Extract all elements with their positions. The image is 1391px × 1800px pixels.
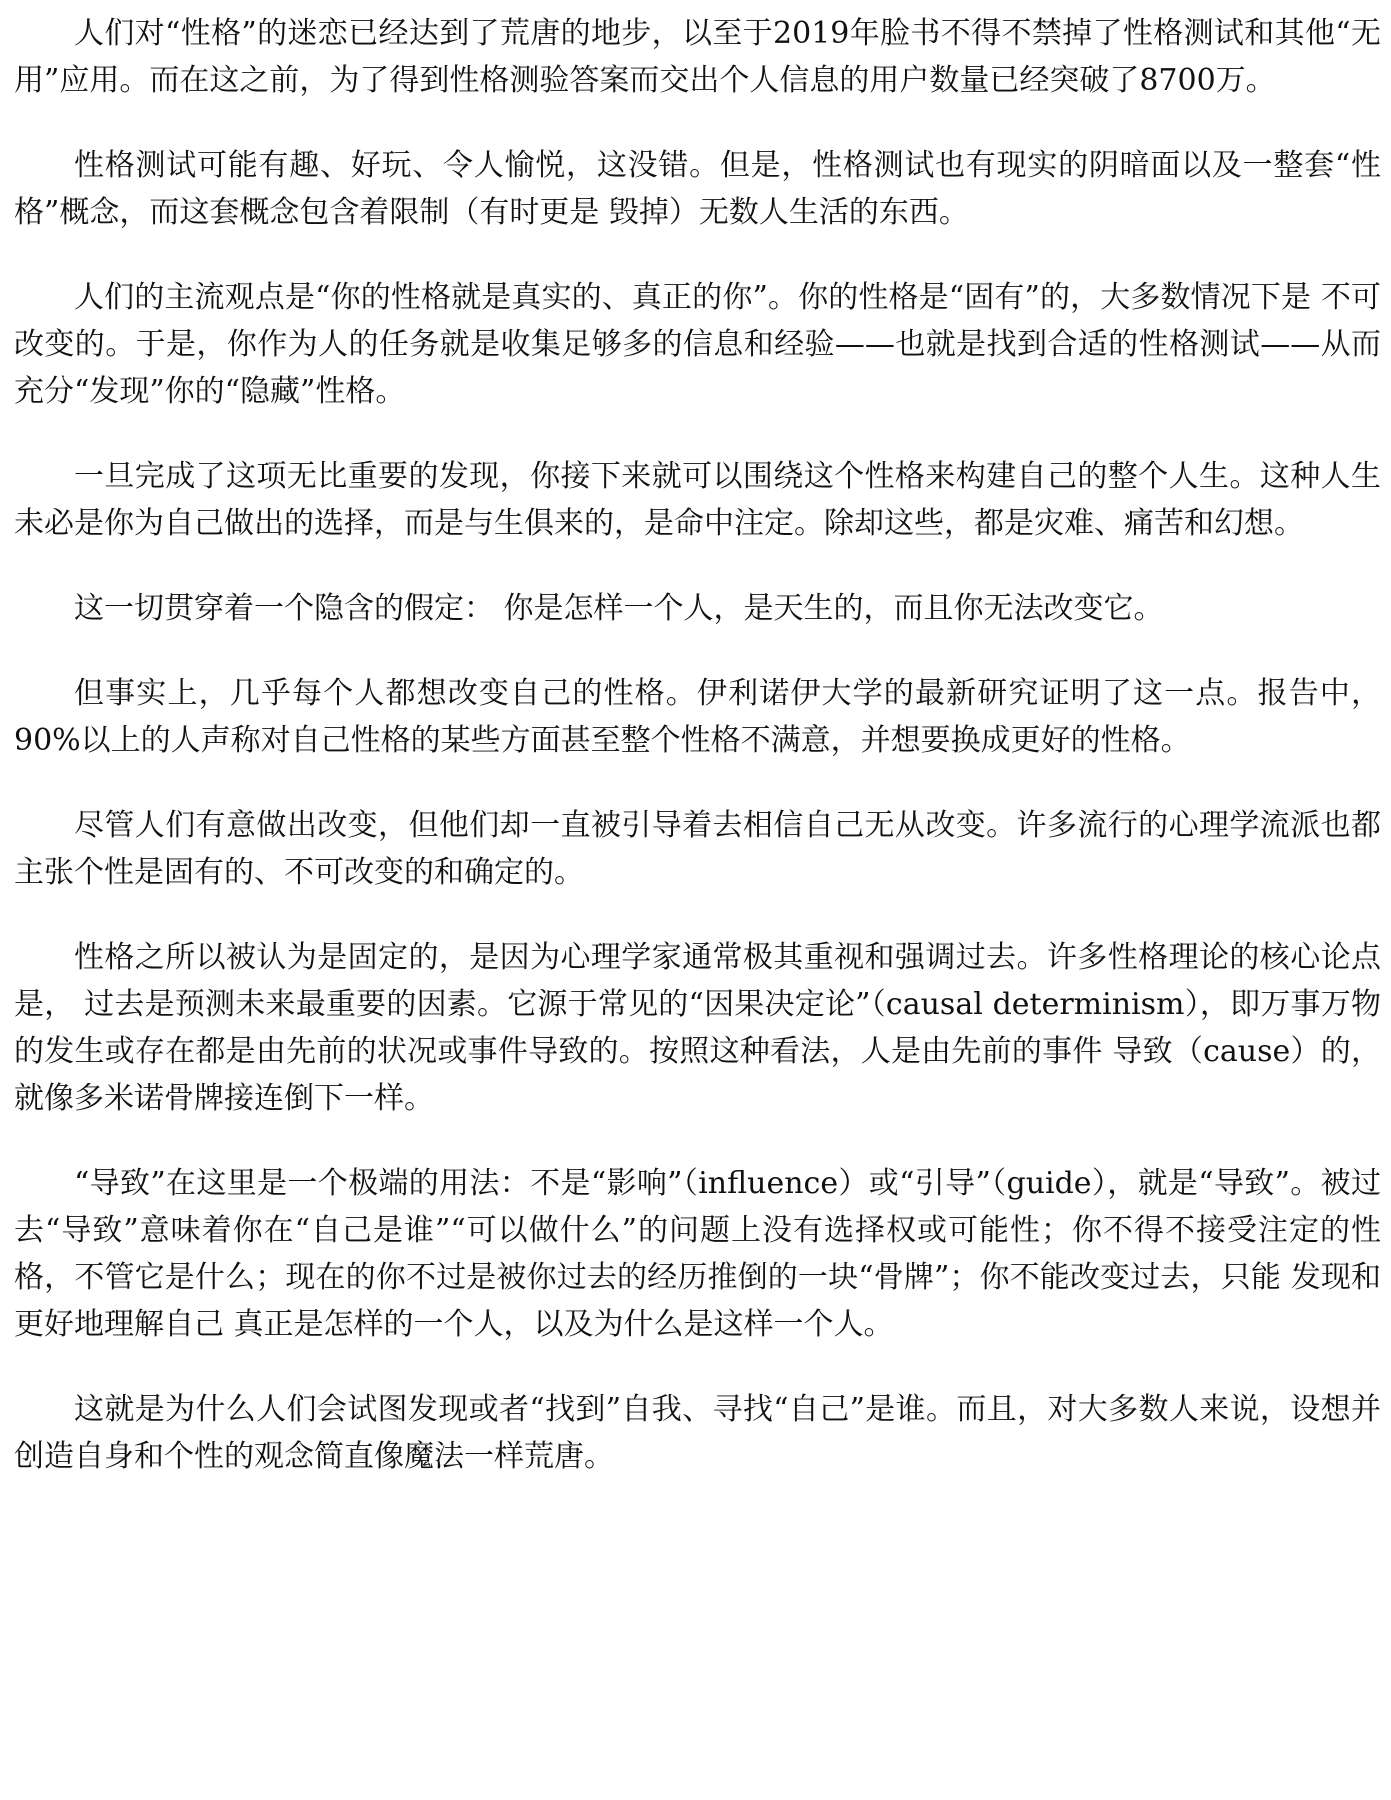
paragraph-5: 这一切贯穿着一个隐含的假定： 你是怎样一个人，是天生的，而且你无法改变它。 <box>74 591 1164 626</box>
paragraph-4: 一旦完成了这项无比重要的发现，你接下来就可以围绕这个性格来构建自己的整个人生。这种人生未必是你为自己做出的选择，而是与生俱来的，是命中注定。除却这些，都是灾难、痛苦和幻想。 <box>14 459 1381 541</box>
paragraph-9: “导致”在这里是一个极端的用法：不是“影响”（influence）或“引导”（guide），就是“导致”。被过去“导致”意味着你在“自己是谁”“可以做什么”的问题上没有选择权或可能性；你不得不接受注定的性格，不管它是什么；现在的你不过是被你过去的经历推倒的一块“骨牌”；你不能改变过去，只能 发现和更好地理解自己 真正是怎样的一个人，以及为什么是这样一个人。 <box>14 1166 1381 1342</box>
paragraph-2: 性格测试可能有趣、好玩、令人愉悦，这没错。但是，性格测试也有现实的阴暗面以及一整套“性格”概念，而这套概念包含着限制（有时更是 毁掉）无数人生活的东西。 <box>14 148 1381 230</box>
paragraph-10: 这就是为什么人们会试图发现或者“找到”自我、寻找“自己”是谁。而且，对大多数人来说，设想并创造自身和个性的观念简直像魔法一样荒唐。 <box>14 1392 1381 1474</box>
paragraph-7: 尽管人们有意做出改变，但他们却一直被引导着去相信自己无从改变。许多流行的心理学流派也都主张个性是固有的、不可改变的和确定的。 <box>14 808 1381 890</box>
paragraph-3: 人们的主流观点是“你的性格就是真实的、真正的你”。你的性格是“固有”的，大多数情况下是 不可改变的。于是，你作为人的任务就是收集足够多的信息和经验——也就是找到合适的性格测试——从而充分“发现”你的“隐藏”性格。 <box>14 280 1381 409</box>
paragraph-1: 人们对“性格”的迷恋已经达到了荒唐的地步，以至于2019年脸书不得不禁掉了性格测试和其他“无用”应用。而在这之前，为了得到性格测验答案而交出个人信息的用户数量已经突破了8700万。 <box>14 16 1381 98</box>
paragraph-6: 但事实上，几乎每个人都想改变自己的性格。伊利诺伊大学的最新研究证明了这一点。报告中，90%以上的人声称对自己性格的某些方面甚至整个性格不满意，并想要换成更好的性格。 <box>14 676 1381 758</box>
paragraph-8: 性格之所以被认为是固定的，是因为心理学家通常极其重视和强调过去。许多性格理论的核心论点是， 过去是预测未来最重要的因素。它源于常见的“因果决定论”（causal determinism），即万事万物的发生或存在都是由先前的状况或事件导致的。按照这种看法，人是由先前的事件 导致（cause）的，就像多米诺骨牌接连倒下一样。 <box>14 940 1381 1116</box>
